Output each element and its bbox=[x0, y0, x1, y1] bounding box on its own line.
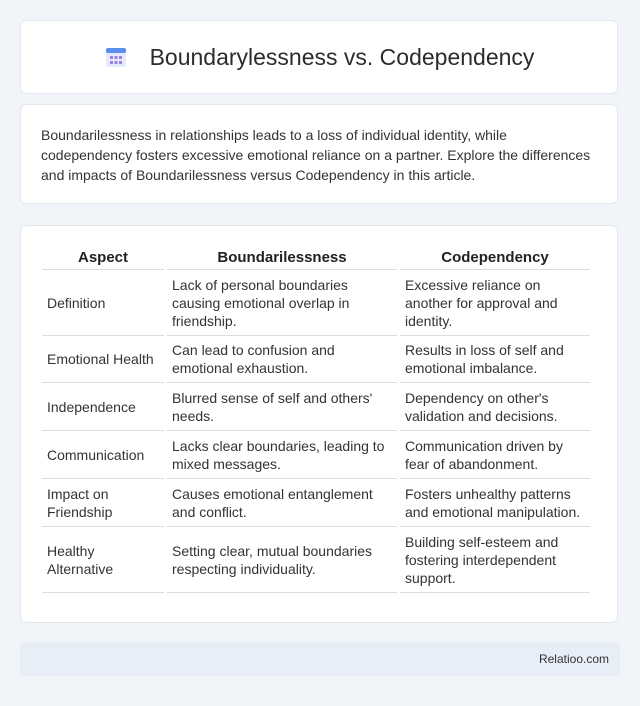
row-codependency: Results in loss of self and emotional imbalance. bbox=[400, 336, 590, 383]
intro-text: Boundarilessness in relationships leads to a loss of individual identity, while codependency fosters excessive emotional reliance on a partner. Explore the differences and impacts of Boundarilessness versus Codependency in this article. bbox=[41, 127, 591, 183]
table-row bbox=[42, 383, 590, 431]
header-aspect: Aspect bbox=[42, 242, 164, 270]
row-boundarilessness: Lacks clear boundaries, leading to mixed messages. bbox=[167, 431, 397, 479]
row-boundarilessness: Blurred sense of self and others' needs. bbox=[167, 383, 397, 431]
row-boundarilessness: Lack of personal boundaries causing emotional overlap in friendship. bbox=[167, 270, 397, 336]
header-boundarilessness: Boundarilessness bbox=[167, 242, 397, 270]
footer bbox=[20, 642, 620, 676]
calendar-icon bbox=[104, 45, 128, 69]
row-aspect: Impact on Friendship bbox=[42, 479, 164, 527]
header-codependency: Codependency bbox=[400, 242, 590, 270]
comparison-table-card bbox=[20, 225, 618, 623]
row-codependency: Communication driven by fear of abandonment. bbox=[400, 431, 590, 479]
row-aspect: Communication bbox=[42, 431, 164, 479]
row-boundarilessness: Setting clear, mutual boundaries respecting individuality. bbox=[167, 527, 397, 593]
comparison-table bbox=[39, 242, 593, 593]
title-card bbox=[20, 20, 618, 94]
page-title: Boundarylessness vs. Codependency bbox=[149, 43, 535, 70]
footer-site-link[interactable]: Relatioo.com bbox=[538, 652, 609, 666]
table-row bbox=[42, 431, 590, 479]
row-aspect: Emotional Health bbox=[42, 336, 164, 383]
row-boundarilessness: Causes emotional entanglement and conflict. bbox=[167, 479, 397, 527]
row-codependency: Excessive reliance on another for approval and identity. bbox=[400, 270, 590, 336]
row-aspect: Definition bbox=[42, 270, 164, 336]
table-row bbox=[42, 479, 590, 527]
row-codependency: Building self-esteem and fostering interdependent support. bbox=[400, 527, 590, 593]
table-header-row bbox=[42, 242, 590, 270]
table-row bbox=[42, 336, 590, 383]
row-codependency: Fosters unhealthy patterns and emotional manipulation. bbox=[400, 479, 590, 527]
row-boundarilessness: Can lead to confusion and emotional exhaustion. bbox=[167, 336, 397, 383]
row-codependency: Dependency on other's validation and decisions. bbox=[400, 383, 590, 431]
table-row bbox=[42, 527, 590, 593]
table-row bbox=[42, 270, 590, 336]
row-aspect: Healthy Alternative bbox=[42, 527, 164, 593]
intro-card bbox=[20, 104, 618, 204]
row-aspect: Independence bbox=[42, 383, 164, 431]
